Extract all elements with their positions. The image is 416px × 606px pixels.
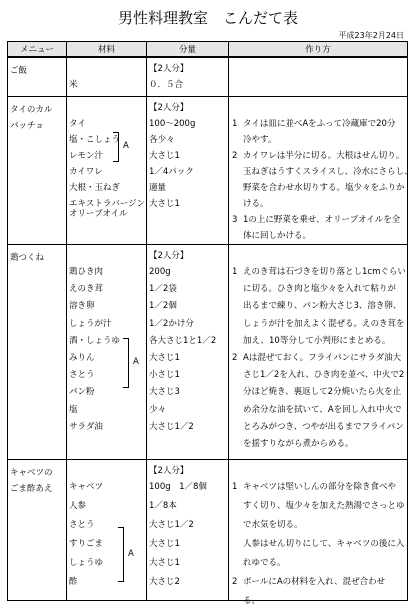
amount: 適量 [149,183,167,193]
ingredient: さとう [69,520,95,530]
amount: 200g [149,267,171,277]
ingredients-cell [67,460,147,601]
step-text: しょうが汁を加えよく混ぜる。えのき茸を [243,318,405,329]
amount: 大さじ3 [149,387,180,398]
amount: 大さじ1 [149,539,180,549]
page-title: 男性料理教室 こんだて表 [117,9,298,27]
group-label: A [128,548,134,559]
amount: 1／2かけ分 [149,318,194,329]
menu-name: 鶏つくね [10,253,45,263]
ingredient: えのき茸 [69,284,104,295]
ingredient: タイ [69,119,86,129]
step-text: め余分な油を拭いて、Aを回し入れ中火で [243,404,402,415]
header-amount: 分量 [147,42,229,58]
amount: 各少々 [149,135,175,145]
ingredient: 酢 [69,577,78,587]
method-cell [229,245,408,460]
ingredients-cell [67,245,147,460]
step-text: る。 [243,596,261,606]
amount: 大さじ1 [149,353,180,363]
step-text: えのき茸は石づきを切り落とし1cmぐらい [243,267,406,277]
menu-name: パッチョ [10,121,44,131]
ingredient: キャベツ [69,482,104,492]
step-text: キャベツは堅いしんの部分を除き食べや [243,482,397,492]
ingredients-cell [67,97,147,245]
group-label: A [123,141,129,151]
amount: ０．５合 [149,80,184,90]
amount: 小さじ1 [149,370,180,381]
amount: 大さじ1／2 [149,520,194,530]
amount-cell [147,57,229,97]
ingredient: しょうゆ [69,558,104,568]
table-row [8,57,408,97]
menu-name: タイのカル [10,105,53,115]
step-text: さじ1／2を入れ、ひき肉を並べ、中火で2 [243,370,405,381]
menu-cell [8,97,67,245]
step-text: 冷やす。 [243,135,277,145]
ingredient: 塩 [69,404,78,415]
step-text: 1の上に野菜を乗せ、オリーブオイルを全 [243,215,401,225]
amount: 大さじ1 [149,199,180,209]
ingredient: 塩・こしょう [69,135,121,145]
method-cell [229,57,408,97]
step-text: ボールにAの材料を入れ、混ぜ合わせ [243,577,386,587]
step-number: 1 [232,267,238,277]
step-number: 1 [232,119,238,129]
step-text: ける。 [243,199,269,209]
group-bracket [123,338,129,388]
ingredient: エキストラバージン [69,199,145,209]
step-text: タイは皿に並べAをふって冷蔵庫で20分 [243,119,396,129]
amount: 1／2個 [149,301,177,312]
ingredient: 鶏ひき肉 [69,267,104,277]
amount: 100g 1／8個 [149,482,207,492]
menu-name: ごま酢あえ [10,484,53,494]
ingredient: 米 [69,80,78,90]
amount: 大さじ2 [149,577,180,587]
amount: 1／2袋 [149,284,177,295]
step-text: 体に回しかける。 [243,231,312,241]
amount-cell [147,245,229,460]
step-number: 2 [232,151,238,161]
header-menu: メニュー [8,42,67,58]
header-row [8,42,408,58]
step-text: Aは混ぜておく。フライパンにサラダ油大 [243,353,402,363]
amount-cell [147,97,229,245]
group-bracket [118,527,124,582]
header-ingredients: 材料 [67,42,147,58]
menu-name: ご飯 [10,66,28,76]
step-text: れゆでる。 [243,558,286,568]
step-text: すく切り、塩少々を加えた熱湯でさっとゆ [243,501,405,511]
menu-name: キャベツの [10,468,53,478]
ingredient: しょうが汁 [69,318,112,329]
amount: 大さじ1 [149,558,180,568]
ingredient: さとう [69,370,95,381]
menu-cell [8,245,67,460]
amount: 1／8本 [149,501,177,511]
step-text: 人参はせん切りにして、キャベツの後に入 [243,539,405,549]
table-row [8,460,408,601]
menu-cell [8,57,67,97]
amount: 各大さじ1と1／2 [149,335,217,346]
servings: 【2人分】 [149,64,189,74]
table-row [8,245,408,460]
method-cell [229,97,413,245]
table-row [8,97,408,245]
ingredient: 溶き卵 [69,301,95,312]
step-text: 分ほど焼き、裏返して2分焼いたら火を止 [243,387,402,398]
step-text: 野菜を合わせ水切りする。塩少々をふりか [243,183,405,193]
ingredient: 酒・しょうゆ [69,335,121,346]
step-text: で水気を切る。 [243,520,303,530]
step-text: 玉ねぎはうすくスライスし、冷水にさらし、 [243,167,413,177]
step-number: 2 [232,577,238,587]
ingredient: パン粉 [69,387,95,398]
menu-cell [8,460,67,601]
date: 平成23年2月24日 [338,31,404,40]
amount: 100～200g [149,119,196,129]
step-number: 1 [232,482,238,492]
ingredient: サラダ油 [69,421,103,432]
amount: 大さじ1／2 [149,421,194,432]
step-text: 加え、10等分して小判形にまとめる。 [243,335,391,346]
group-bracket [113,132,119,162]
servings: 【2人分】 [149,103,189,113]
ingredients-cell [67,57,147,97]
servings: 【2人分】 [149,466,189,476]
header-method: 作り方 [229,42,408,58]
ingredient: すりごま [69,539,104,549]
method-cell [229,460,408,606]
ingredient: オリーブオイル [69,209,128,219]
step-number: 3 [232,215,238,225]
amount: 少々 [149,404,167,415]
step-text: 出るまで練り、パン粉大さじ3、溶き卵、 [243,301,402,312]
amount: 1／4パック [149,167,194,177]
step-number: 2 [232,353,238,363]
amount: 大さじ1 [149,151,180,161]
step-text: カイワレは半分に切る。大根はせん切り。 [243,151,405,161]
step-text: を揺すりながら煮からめる。 [243,439,354,449]
step-text: に切る。ひき肉と塩少々を入れて粘りが [243,284,397,295]
group-label: A [133,356,139,367]
ingredient: 人参 [69,501,87,511]
menu-table [7,41,413,606]
servings: 【2人分】 [149,251,189,261]
ingredient: 大根・玉ねぎ [69,183,121,193]
ingredient: カイワレ [69,167,103,177]
ingredient: みりん [69,353,95,363]
amount-cell [147,460,229,601]
ingredient: レモン汁 [69,151,104,161]
step-text: とろみがつき、つやが出るまでフライパン [243,421,404,432]
